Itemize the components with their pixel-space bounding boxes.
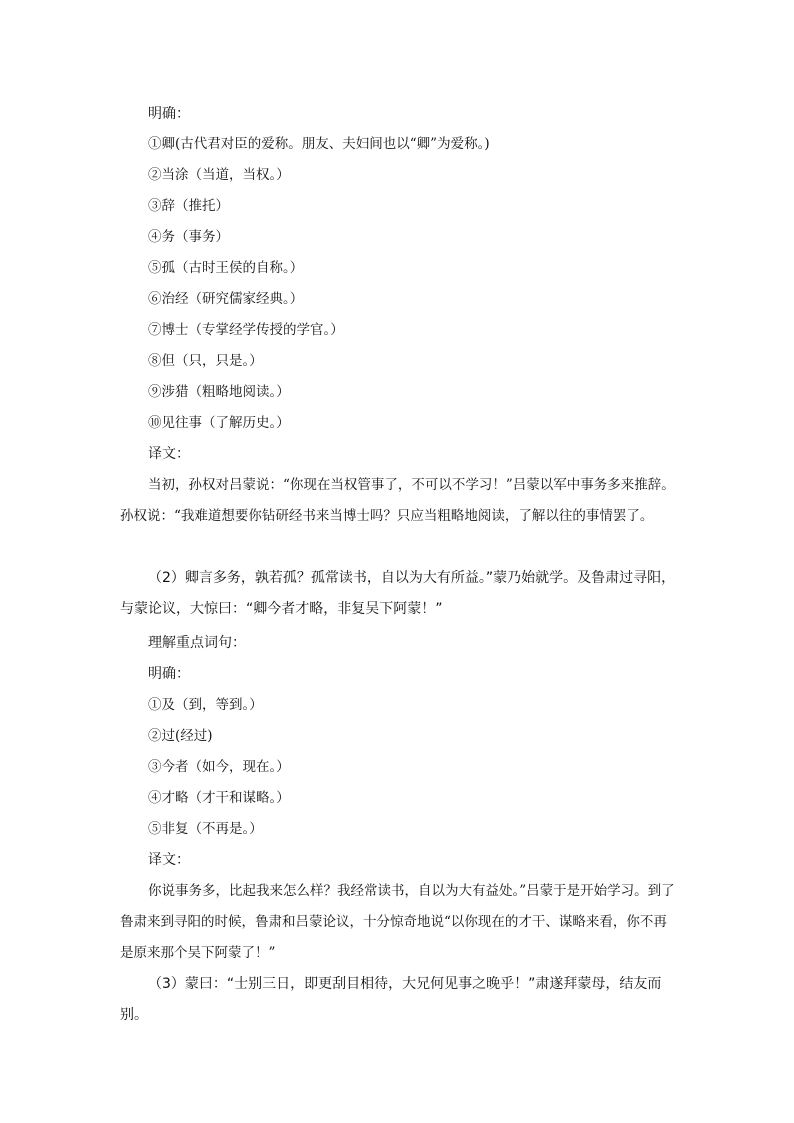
passage-paragraph: （3）蒙曰：“士别三日，即更刮目相待，大兄何见事之晚乎！”肃遂拜蒙母，结友而别。 [120,976,662,1023]
definition-item: ①卿(古代君对臣的爱称。朋友、夫妇间也以“卿”为爱称。) [148,136,490,152]
definition-item: ⑨涉猎（粗略地阅读。） [148,384,290,400]
definition-item: ⑩见往事（了解历史。） [148,415,290,431]
definition-item: ③辞（推托） [148,198,229,214]
definition-item: ⑤孤（古时王侯的自称。） [148,260,304,276]
definition-item: ⑥治经（研究儒家经典。） [148,291,304,307]
translation-heading: 译文： [148,446,190,462]
definition-item: ⑦博士（专掌经学传授的学官。） [148,322,344,338]
section2-heading: 明确： [148,666,190,682]
definition-item: ②当涂（当道，当权。） [148,167,290,183]
translation-heading: 译文： [148,852,190,868]
definition-item: ①及（到，等到。） [148,697,263,713]
definition-item: ②过(经过) [148,728,213,744]
passage-paragraph: （2）卿言多务，孰若孤？孤常读书，自以为大有所益。”蒙乃始就学。及鲁肃过寻阳，与蒙论议，大惊曰：“卿今者才略，非复吴下阿蒙！” [120,570,676,617]
definition-item: ⑧但（只，只是。） [148,353,263,369]
definition-item: ④务（事务） [148,229,229,245]
section1-heading: 明确： [148,106,190,122]
translation-paragraph: 当初，孙权对吕蒙说：“你现在当权管事了，不可以不学习！”吕蒙以军中事务多来推辞。孙权说：“我难道想要你钻研经书来当博士吗？只应当粗略地阅读，了解以往的事情罢了。 [120,477,675,524]
definition-item: ④才略（才干和谋略。） [148,790,290,806]
translation-paragraph: 你说事务多，比起我来怎么样？我经常读书，自以为大有益处。”吕蒙于是开始学习。到了鲁肃来到寻阳的时候，鲁肃和吕蒙论议，十分惊奇地说“以你现在的才干、谋略来看，你不再是原来那个吴下阿蒙了！” [120,883,675,961]
definition-item: ③今者（如今，现在。） [148,759,290,775]
definition-item: ⑤非复（不再是。） [148,821,263,837]
key-words-label: 理解重点词句： [148,635,246,651]
